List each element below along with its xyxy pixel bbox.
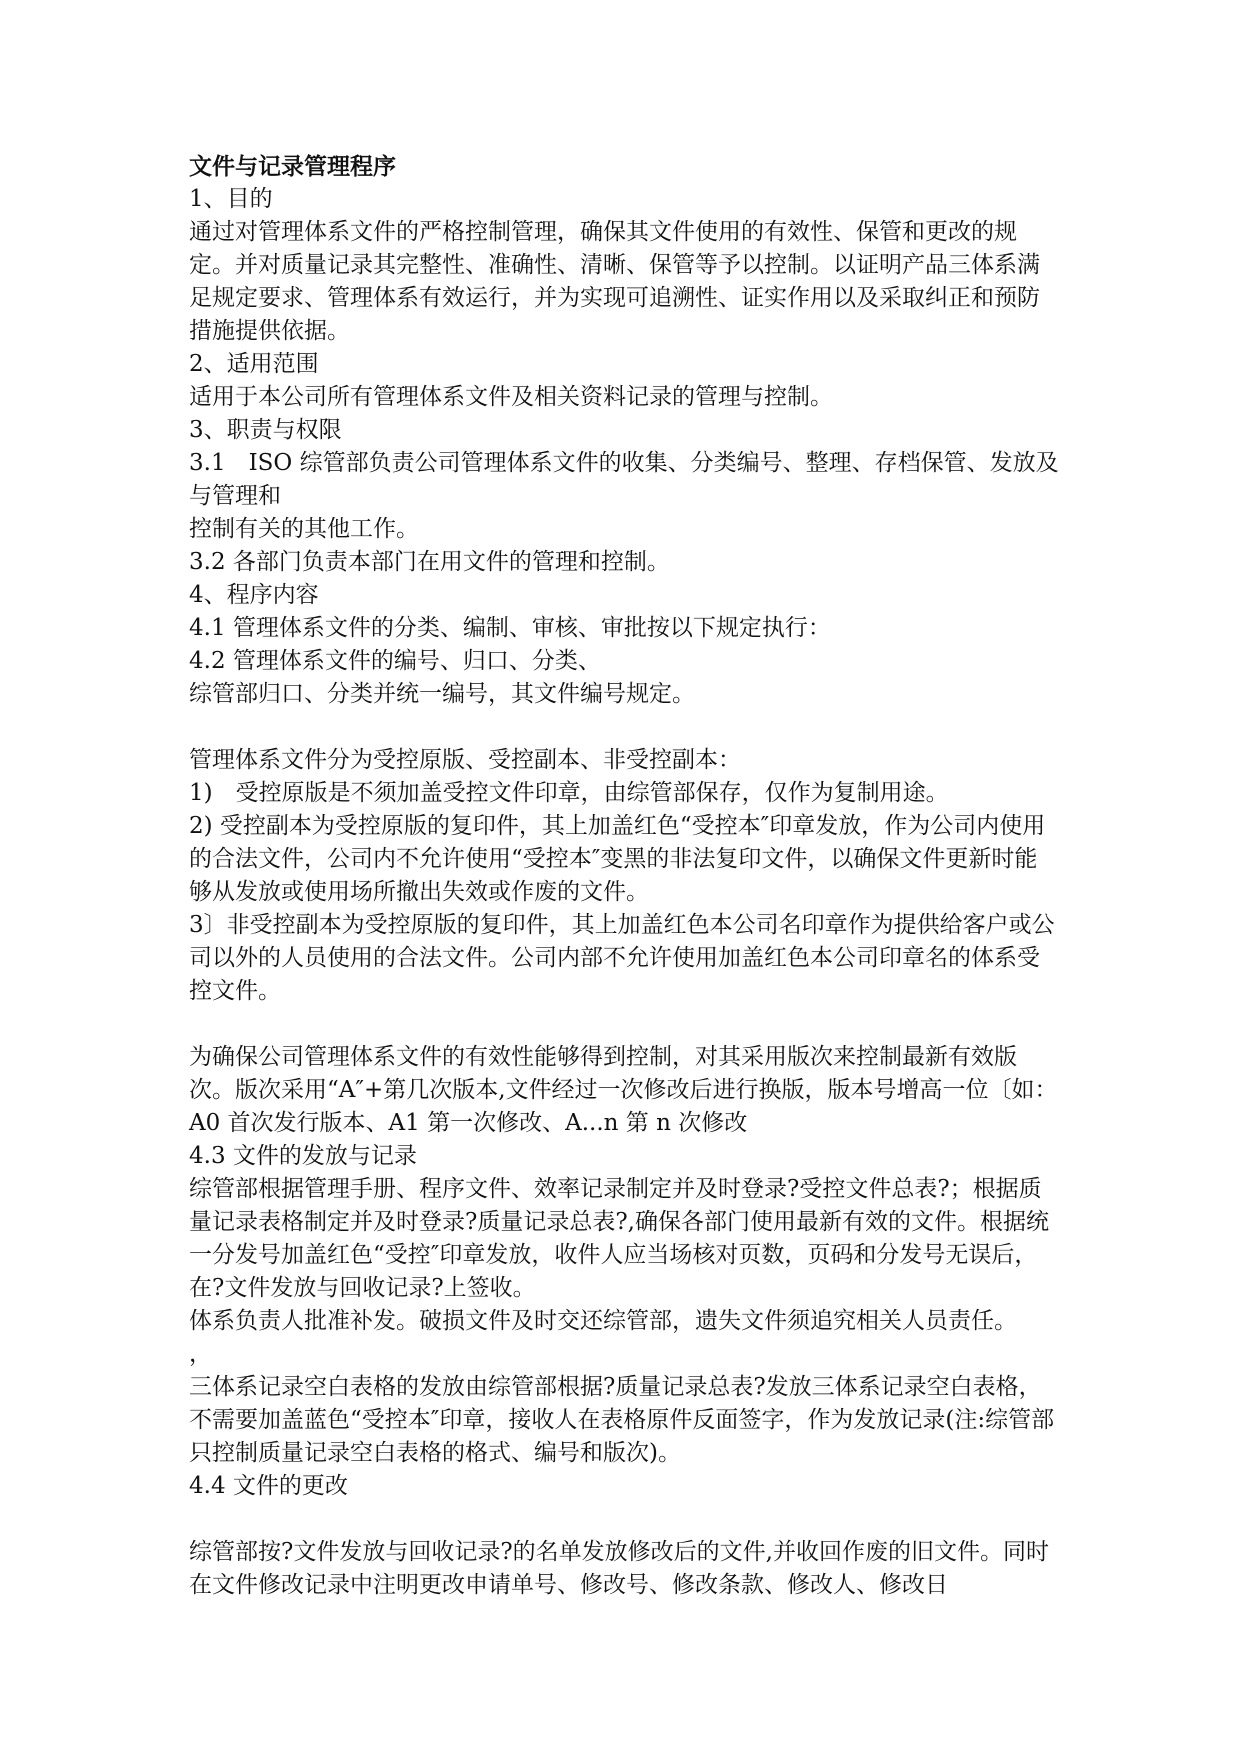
section-1-body: 通过对管理体系文件的严格控制管理，确保其文件使用的有效性、保管和更改的规定。并对质量记录其完整性、准确性、清晰、保管等予以控制。以证明产品三体系满足规定要求、管理体系有效运行，并为实现可追溯性、证实作用以及采取纠正和预防措施提供依据。 <box>189 219 1040 344</box>
section-3-heading: 3、职责与权限 <box>189 417 342 443</box>
blank-line <box>189 1503 1059 1536</box>
clause-4-2: 4.2 管理体系文件的编号、归口、分类、 <box>189 648 601 674</box>
blank-line <box>189 1008 1059 1041</box>
copy-type-1: 1) 受控原版是不须加盖受控文件印章，由综管部保存，仅作为复制用途。 <box>189 780 949 806</box>
clause-4-4: 4.4 文件的更改 <box>189 1473 348 1499</box>
blank-line <box>189 711 1059 744</box>
document-title: 文件与记录管理程序 <box>189 153 396 180</box>
section-2-heading: 2、适用范围 <box>189 351 319 377</box>
document-body <box>189 150 1059 1602</box>
version-paragraph: 为确保公司管理体系文件的有效性能够得到控制，对其采用版次来控制最新有效版次。版次采用“A″+第几次版本,文件经过一次修改后进行换版，版本号增高一位〔如：A0 首次发行版本、A1 第一次修改、A...n 第 n 次修改 <box>189 1044 1058 1136</box>
stray-comma: ， <box>189 1341 212 1367</box>
clause-4-1: 4.1 管理体系文件的分类、编制、审核、审批按以下规定执行： <box>189 615 831 641</box>
clause-4-3-replacement: 体系负责人批准补发。破损文件及时交还综管部，遗失文件须追究相关人员责任。 <box>189 1308 1017 1334</box>
clause-3-2: 3.2 各部门负责本部门在用文件的管理和控制。 <box>189 549 670 575</box>
section-1-heading: 1、目的 <box>189 186 273 212</box>
copy-type-3: 3〕非受控副本为受控原版的复印件，其上加盖红色本公司名印章作为提供给客户或公司以外的人员使用的合法文件。公司内部不允许使用加盖红色本公司印章名的体系受控文件。 <box>189 912 1055 1004</box>
clause-4-3-body: 综管部根据管理手册、程序文件、效率记录制定并及时登录?受控文件总表?；根据质量记录表格制定并及时登录?质量记录总表?,确保各部门使用最新有效的文件。根据统一分发号加盖红色“受控″印章发放，收件人应当场核对页数，页码和分发号无误后，在?文件发放与回收记录?上签收。 <box>189 1176 1049 1301</box>
clause-4-3: 4.3 文件的发放与记录 <box>189 1143 417 1169</box>
copy-type-2: 2) 受控副本为受控原版的复印件，其上加盖红色“受控本″印章发放，作为公司内使用的合法文件，公司内不允许使用“受控本″变黑的非法复印文件，以确保文件更新时能够从发放或使用场所撤出失效或作废的文件。 <box>189 813 1046 905</box>
clause-4-3-blank-forms: 三体系记录空白表格的发放由综管部根据?质量记录总表?发放三体系记录空白表格，不需要加盖蓝色“受控本″印章，接收人在表格原件反面签字，作为发放记录(注:综管部只控制质量记录空白表格的格式、编号和版次)。 <box>189 1374 1055 1466</box>
clause-3-1-line-1: 3.1 ISO 综管部负责公司管理体系文件的收集、分类编号、整理、存档保管、发放及与管理和 <box>189 450 1059 509</box>
copies-intro: 管理体系文件分为受控原版、受控副本、非受控副本： <box>189 747 741 773</box>
section-2-body: 适用于本公司所有管理体系文件及相关资料记录的管理与控制。 <box>189 384 833 410</box>
clause-3-1-line-2: 控制有关的其他工作。 <box>189 516 419 542</box>
clause-4-2-body: 综管部归口、分类并统一编号，其文件编号规定。 <box>189 681 695 707</box>
clause-4-4-body: 综管部按?文件发放与回收记录?的名单发放修改后的文件,并收回作废的旧文件。同时在文件修改记录中注明更改申请单号、修改号、修改条款、修改人、修改日 <box>189 1539 1049 1598</box>
section-4-heading: 4、程序内容 <box>189 582 319 608</box>
